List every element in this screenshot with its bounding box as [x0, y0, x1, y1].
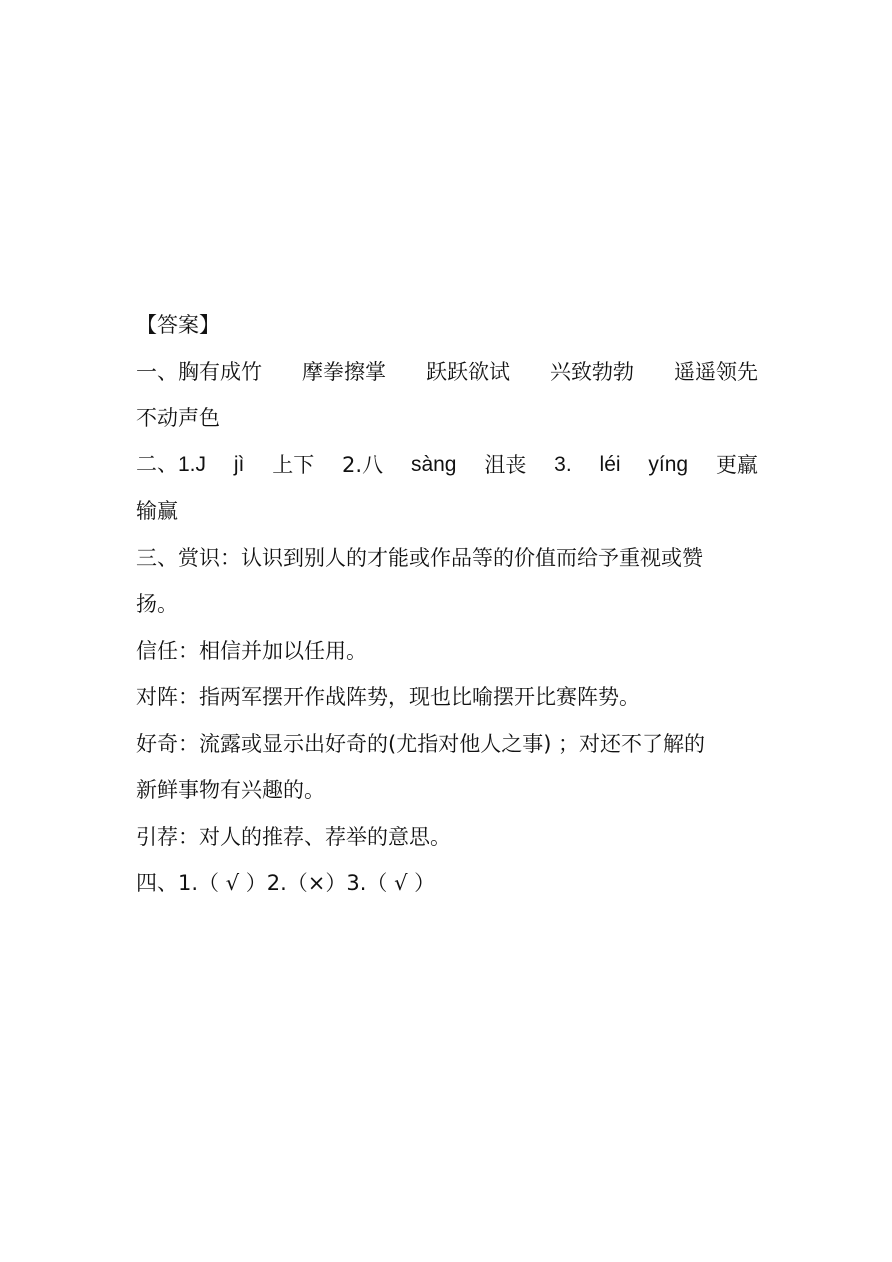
- answer-heading: 【答案】: [136, 313, 220, 337]
- pinyin: sàng: [410, 452, 457, 476]
- pinyin: jì: [233, 452, 245, 476]
- section2-item: 3.: [554, 452, 572, 476]
- idiom: 胸有成竹: [178, 359, 262, 384]
- section3-line: 引荐：对人的推荐、荐举的意思。: [136, 824, 451, 849]
- pinyin: léi: [599, 452, 621, 476]
- section1-item-1: [136, 349, 262, 396]
- section3-line: 新鲜事物有兴趣的。: [136, 778, 325, 802]
- pinyin: yíng: [648, 452, 689, 476]
- section2-item: 上下: [272, 452, 315, 477]
- section3-line: 对阵：指两军摆开作战阵势，现也比喻摆开比赛阵势。: [136, 685, 640, 709]
- idiom: 摩拳擦掌: [302, 359, 386, 384]
- section2-item: 2.八: [342, 452, 384, 477]
- answer-content: [136, 302, 758, 907]
- section2-item: 更羸: [715, 452, 758, 477]
- idiom: 遥遥领先: [674, 359, 758, 384]
- section3-line: 三、赏识：认识到别人的才能或作品等的价值而给予重视或赞: [136, 545, 703, 570]
- section3-line: 好奇：流露或显示出好奇的(尤指对他人之事) ；对还不了解的: [136, 731, 706, 756]
- section2-item: 二、1.J: [136, 452, 207, 476]
- section3-line: 扬。: [136, 592, 178, 616]
- section4-line: 四、1.（ √ ）2.（×）3.（ √ ）: [136, 871, 436, 895]
- section3-line: 信任：相信并加以任用。: [136, 638, 367, 663]
- section1-prefix: 一、: [136, 359, 178, 384]
- section1-continuation: 不动声色: [136, 406, 220, 430]
- section1-line: [136, 349, 758, 396]
- idiom: 兴致勃勃: [550, 359, 634, 384]
- section2-line: [136, 442, 758, 489]
- idiom: 跃跃欲试: [426, 359, 510, 384]
- section2-continuation: 输赢: [136, 499, 178, 523]
- section2-item: 沮丧: [484, 452, 527, 477]
